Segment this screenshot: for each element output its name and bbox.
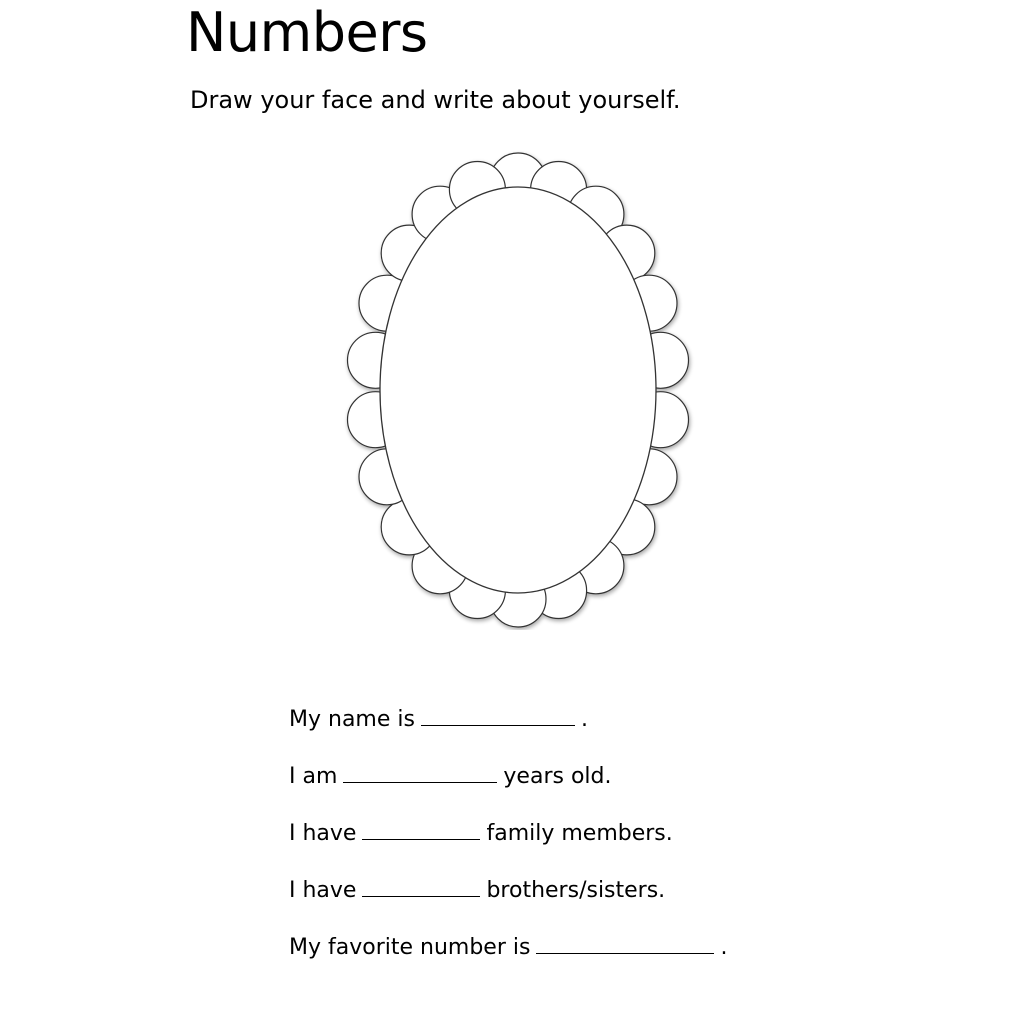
sentence-siblings: [289, 874, 727, 931]
siblings-blank[interactable]: [362, 874, 480, 897]
sentence-family: [289, 817, 727, 874]
sentence-text: .: [580, 707, 588, 732]
page-title: Numbers: [186, 1, 428, 64]
sentence-text: I have: [289, 878, 357, 903]
name-blank[interactable]: [421, 703, 575, 726]
fill-in-sentences: [289, 703, 727, 988]
face-oval[interactable]: [380, 187, 656, 593]
family-members-blank[interactable]: [362, 817, 480, 840]
sentence-text: My name is: [289, 707, 415, 732]
sentence-age: [289, 760, 727, 817]
favorite-number-blank[interactable]: [536, 931, 714, 954]
sentence-text: brothers/sisters.: [486, 878, 666, 903]
sentence-text: .: [720, 935, 728, 960]
sentence-name: [289, 703, 727, 760]
sentence-text: family members.: [486, 821, 673, 846]
instructions-text: Draw your face and write about yourself.: [190, 86, 681, 114]
face-drawing-frame[interactable]: [330, 150, 700, 630]
sentence-text: My favorite number is: [289, 935, 531, 960]
sentence-text: I have: [289, 821, 357, 846]
sentence-favorite-number: [289, 931, 727, 988]
age-blank[interactable]: [343, 760, 497, 783]
sentence-text: years old.: [503, 764, 612, 789]
sentence-text: I am: [289, 764, 338, 789]
